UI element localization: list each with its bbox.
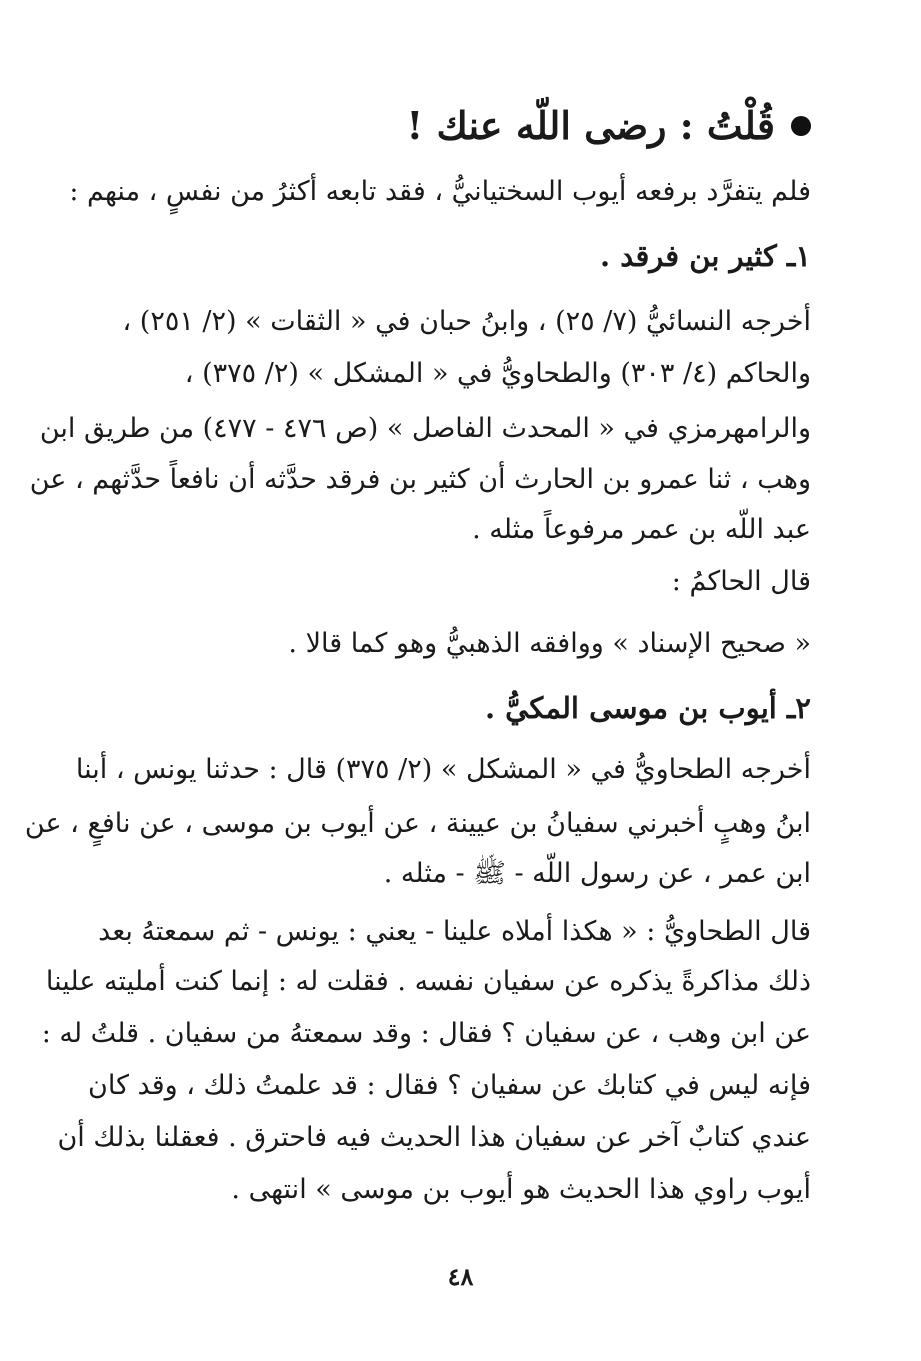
bullet-icon (791, 116, 811, 136)
quote-line: « صحيح الإسناد » ووافقه الذهبيُّ وهو كما قالا . (288, 628, 811, 659)
quote-line: أيوب راوي هذا الحديث هو أيوب بن موسى » انتهى . (231, 1174, 811, 1205)
quote-line: فإنه ليس في كتابك عن سفيان ؟ فقال : قد علمتُ ذلك ، وقد كان (88, 1070, 811, 1101)
paragraph-line: والحاكم (٤/ ٣٠٣) والطحاويُّ في « المشكل » (٢/ ٣٧٥) ، (184, 358, 811, 389)
quote-line: قال الطحاويُّ : « هكذا أملاه علينا - يعني : يونس - ثم سمعتهُ بعد (98, 916, 811, 947)
subheading-1: ١ـ كثير بن فرقد . (600, 239, 811, 273)
paragraph-line: وهب ، ثنا عمرو بن الحارث أن كثير بن فرقد حدَّثه أن نافعاً حدَّثهم ، عن (29, 464, 811, 495)
paragraph-line: أخرجه الطحاويُّ في « المشكل » (٢/ ٣٧٥) قال : حدثنا يونس ، أبنا (75, 754, 811, 785)
paragraph-line: عبد اللّه بن عمر مرفوعاً مثله . (472, 514, 811, 545)
paragraph-line: ابن عمر ، عن رسول اللّه - ﷺ - مثله . (383, 858, 811, 889)
paragraph-line: أخرجه النسائيُّ (٧/ ٢٥) ، وابنُ حبان في « الثقات » (٢/ ٢٥١) ، (122, 306, 811, 337)
quote-line: عن ابن وهب ، عن سفيان ؟ فقال : وقد سمعتهُ من سفيان . قلتُ له : (41, 1018, 811, 1049)
quote-line: عندي كتابٌ آخر عن سفيان هذا الحديث فيه فاحترق . فعقلنا بذلك أن (57, 1122, 811, 1153)
quote-intro: قال الحاكمُ : (671, 566, 811, 597)
subheading-2: ٢ـ أيوب بن موسى المكيُّ . (484, 691, 811, 725)
intro-line: فلم يتفرَّد برفعه أيوب السختيانيُّ ، فقد تابعه أكثرُ من نفسٍ ، منهم : (69, 176, 811, 207)
paragraph-line: ابنُ وهبٍ أخبرني سفيانُ بن عيينة ، عن أيوب بن موسى ، عن نافعٍ ، عن (24, 808, 811, 839)
quote-line: ذلك مذاكرةً يذكره عن سفيان نفسه . فقلت له : إنما كنت أمليته علينا (45, 966, 811, 997)
section-heading (407, 103, 811, 148)
heading-text: قُلْتُ : رضى اللّه عنك ! (406, 103, 775, 148)
page-number: ٤٨ (447, 1262, 474, 1291)
paragraph-line: والرامهرمزي في « المحدث الفاصل » (ص ٤٧٦ - ٤٧٧) من طريق ابن (39, 413, 811, 444)
